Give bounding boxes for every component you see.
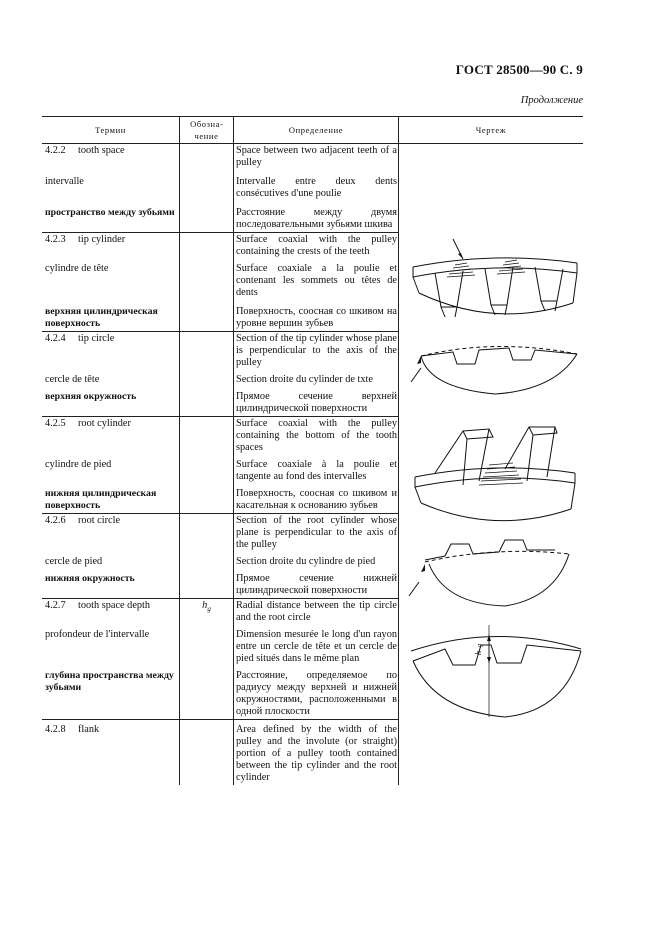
term-ru: нижняя цилиндрическая поверхность	[42, 484, 180, 514]
term-fr: cylindre de tête	[45, 263, 109, 274]
col-term: Термин	[42, 117, 180, 144]
term-fr: cylindre de pied	[45, 459, 112, 470]
table-row	[42, 599, 583, 626]
term-number: 4.2.5	[45, 418, 66, 429]
definition-ru: Поверхность, соосная со шкивом и касательная к основанию зубьев	[234, 484, 399, 514]
root-circle-drawing	[399, 514, 584, 599]
term-ru: нижняя окружность	[42, 569, 180, 599]
term-ru: верхняя цилиндрическая поверхность	[42, 300, 180, 332]
term-fr: cercle de tête	[45, 374, 100, 385]
term-number: 4.2.4	[45, 333, 66, 344]
term-en: root cylinder	[78, 418, 131, 429]
col-drawing: Чертеж	[399, 117, 584, 144]
term-number: 4.2.7	[45, 600, 66, 611]
definition-ru: Расстояние между двумя последовательными зубьями шкива	[234, 201, 399, 233]
term-en: tooth space depth	[78, 600, 151, 611]
table-row	[42, 332, 583, 371]
definition-fr: Surface coaxiale a la poulie et contenant les sommets ou têtes de dents	[234, 259, 399, 300]
table-row	[42, 514, 583, 553]
term-en: root circle	[78, 515, 121, 526]
term-fr: intervalle	[45, 176, 84, 187]
term-ru: верхняя окружность	[42, 387, 180, 417]
table-row	[42, 417, 583, 456]
definition-en: Space between two adjacent teeth of a pulley	[234, 144, 399, 171]
tip-cylinder-drawing	[399, 233, 584, 332]
term-en: tooth space	[78, 145, 125, 156]
definition-ru: Прямое сечение нижней цилиндрической поверхности	[234, 569, 399, 599]
definition-ru: Поверхность, соосная со шкивом на уровне вершин зубьев	[234, 300, 399, 332]
definition-en: Area defined by the width of the pulley and the involute (or straight) portion of a pulley tooth contained between the tip cylinder and the root cylinder	[234, 720, 399, 786]
col-symbol: Обозначение	[180, 117, 234, 144]
term-en: tip circle	[78, 333, 115, 344]
term-number: 4.2.6	[45, 515, 66, 526]
definition-en: Surface coaxial with the pulley containing the bottom of the tooth spaces	[234, 417, 399, 456]
term-en: tip cylinder	[78, 234, 126, 245]
definition-en: Section of the tip cylinder whose plane is perpendicular to the axis of the pulley	[234, 332, 399, 371]
continuation-label: Продолжение	[520, 95, 583, 106]
symbol-main: h	[202, 600, 208, 611]
term-fr: cercle de pied	[45, 556, 103, 567]
tooth-space-depth-drawing	[399, 599, 584, 720]
tip-circle-figure	[405, 338, 585, 408]
definition-ru: Расстояние, определяемое по радиусу между верхней и нижней окружностями, расположенными в одной плоскости	[234, 666, 399, 720]
term-number: 4.2.8	[45, 724, 66, 735]
definition-fr: Dimension mesurée le long d'un rayon entre un cercle de tête et un cercle de pied situés dans le même plan	[234, 625, 399, 666]
col-definition: Определение	[234, 117, 399, 144]
definition-fr: Surface coaxiale à la poulie et tangente au fond des intervalles	[234, 455, 399, 484]
term-ru: пространство между зубьями	[42, 201, 180, 233]
terms-table	[42, 116, 583, 785]
tip-circle-drawing	[399, 332, 584, 417]
definition-fr: Intervalle entre deux dents consécutives d'une poulie	[234, 170, 399, 201]
definition-en: Radial distance between the tip circle and the root circle	[234, 599, 399, 626]
table-row	[42, 233, 583, 260]
definition-fr: Section droite du cylindre de pied	[234, 552, 399, 569]
term-number: 4.2.3	[45, 234, 66, 245]
definition-ru: Прямое сечение верхней цилиндрической поверхности	[234, 387, 399, 417]
definition-en: Section of the root cylinder whose plane is perpendicular to the axis of the pulley	[234, 514, 399, 553]
drawing-label-h: h	[474, 650, 483, 655]
definition-en: Surface coaxial with the pulley containing the crests of the teeth	[234, 233, 399, 260]
term-fr: profondeur de l'intervalle	[45, 629, 150, 640]
term-number: 4.2.2	[45, 145, 66, 156]
page-header: ГОСТ 28500—90 С. 9	[455, 62, 583, 77]
symbol-sub: g	[207, 605, 211, 614]
tooth-space-depth-figure	[405, 621, 585, 731]
table-row	[42, 144, 583, 171]
root-cylinder-drawing	[399, 417, 584, 514]
symbol-cell	[180, 599, 234, 626]
definition-fr: Section droite du cylinder de txte	[234, 370, 399, 387]
term-en: flank	[78, 724, 100, 735]
drawing-label-g: g	[477, 643, 483, 647]
tip-cylinder-figure	[405, 237, 585, 337]
term-ru: глубина пространства между зубьями	[42, 666, 180, 720]
